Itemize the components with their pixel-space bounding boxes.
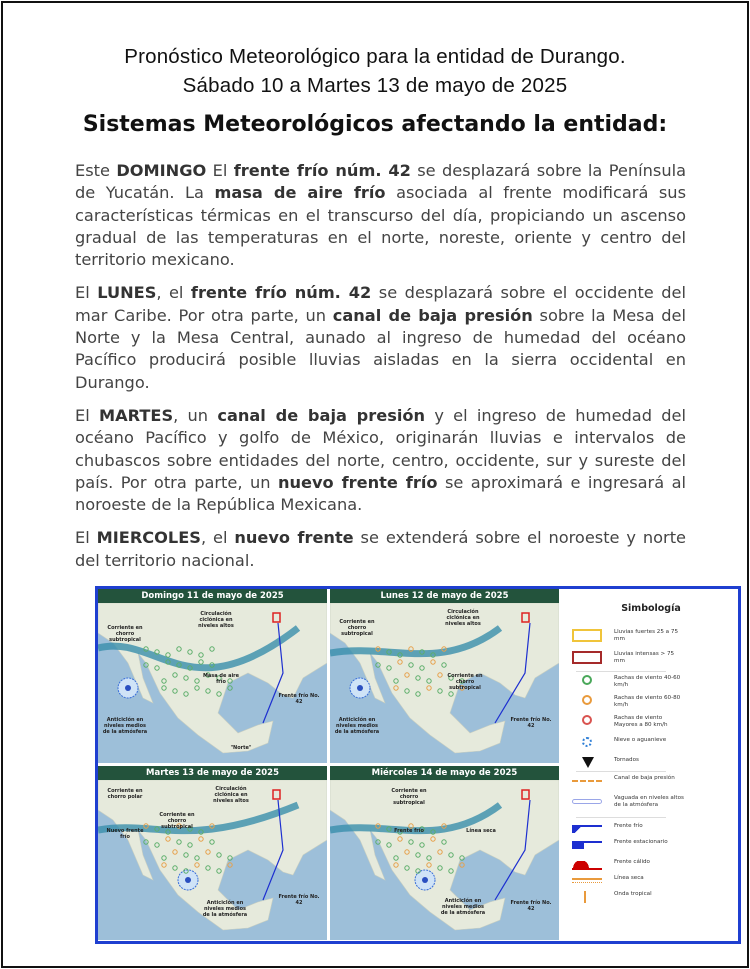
section-heading: Sistemas Meteorológicos afectando la entidad: xyxy=(82,112,668,137)
legend-symbol-icon xyxy=(572,651,606,665)
text-run: y el ingreso de humedad del océano Pacífico y golfo de México, originarán lluvias e intervalos de chubascos sobre entidades del norte, centro, occidente, sur y sureste del país. Por otra parte, un xyxy=(75,405,686,492)
map-label: Anticiclón en niveles medios de la atmósfera xyxy=(202,900,248,918)
text-run: El xyxy=(206,161,234,180)
text-run: El xyxy=(75,283,98,303)
legend-label: Onda tropical xyxy=(614,891,652,897)
legend-symbol-icon xyxy=(572,859,606,873)
text-run: se desplazará sobre el occidente del mar Caribe. Por otra parte, un xyxy=(75,283,686,325)
map-label: Circulación ciclónica en niveles altos xyxy=(445,609,481,627)
legend-symbol-icon xyxy=(572,715,606,729)
legend-label: Tornados xyxy=(614,757,639,763)
map-panel xyxy=(330,766,559,940)
bold-term: DOMINGO xyxy=(116,161,207,180)
text-run: sobre la Mesa del Norte y la Mesa Central, aunado al ingreso de humedad del océano Pacífico producirá posible lluvias aisladas en la sierra occidental en Durango. xyxy=(75,305,686,392)
map-label: Frente frío No. 42 xyxy=(278,894,320,906)
legend-symbol-icon xyxy=(572,629,606,643)
text-run: , el xyxy=(156,283,191,303)
title-line-2: Sábado 10 a Martes 13 de mayo de 2025 xyxy=(182,74,568,97)
legend-item xyxy=(614,775,686,782)
legend-symbol-icon xyxy=(572,823,606,837)
forecast-paragraph xyxy=(75,405,686,516)
bold-term: frente frío núm. 42 xyxy=(190,283,372,303)
legend-symbol-icon xyxy=(572,839,606,853)
legend xyxy=(564,589,738,941)
legend-symbol-icon xyxy=(572,737,606,751)
bold-term: masa de aire frío xyxy=(214,183,386,203)
anticyclone-center xyxy=(185,877,191,883)
map-label: Anticiclón en niveles medios de la atmósfera xyxy=(334,717,380,735)
weather-maps-figure xyxy=(95,586,741,944)
wind-gust-icon xyxy=(460,863,464,867)
report-title xyxy=(0,42,750,100)
text-run: se extenderá sobre el noroeste y norte del territorio nacional. xyxy=(75,528,686,570)
legend-label: Rachas de viento 60-80 km/h xyxy=(614,695,681,708)
map-panel-title: Domingo 11 de mayo de 2025 xyxy=(98,589,327,603)
bold-term: frente frío núm. 42 xyxy=(233,161,411,180)
text-run: El xyxy=(75,528,97,548)
map-label: Nuevo frente frío xyxy=(106,828,144,840)
legend-label: Nieve o aguanieve xyxy=(614,737,667,743)
map-label: Corriente en chorro subtropical xyxy=(159,812,195,830)
map-panel-title: Miércoles 14 de mayo de 2025 xyxy=(330,766,559,780)
map-label: Circulación ciclónica en niveles altos xyxy=(198,611,234,629)
legend-item xyxy=(614,757,686,764)
text-run: asociada al frente modificará sus características térmicas en el transcurso del día, propiciando un ascenso gradual de las temperaturas en el norte, noreste, oriente y centro del territorio mexicano. xyxy=(75,183,687,270)
bold-term: canal de baja presión xyxy=(332,305,533,325)
map-label: Corriente en chorro subtropical xyxy=(447,673,483,691)
legend-item xyxy=(614,651,686,665)
map-panel xyxy=(98,589,327,763)
legend-item xyxy=(614,695,686,709)
legend-label: Frente frío xyxy=(614,823,643,829)
map-label: Línea seca xyxy=(466,828,496,834)
anticyclone-center xyxy=(125,685,131,691)
anticyclone-center xyxy=(422,877,428,883)
legend-symbol-icon xyxy=(572,891,606,905)
forecast-paragraph xyxy=(75,282,686,393)
wind-gust-icon xyxy=(228,863,232,867)
legend-item xyxy=(614,859,686,866)
map-label: Corriente en chorro subtropical xyxy=(391,788,427,806)
legend-label: Vaguada en niveles altos de la atmósfera xyxy=(614,795,684,808)
text-run: El xyxy=(75,405,99,425)
title-line-1: Pronóstico Meteorológico para la entidad de Durango. xyxy=(124,45,626,68)
map-label: Corriente en chorro subtropical xyxy=(339,619,375,637)
map-label: Frente frío No. 42 xyxy=(278,693,320,705)
legend-item xyxy=(614,675,686,689)
legend-label: Lluvias intensas > 75 mm xyxy=(614,651,675,664)
bold-term: nuevo frente xyxy=(234,528,354,548)
wind-gust-icon xyxy=(228,686,232,690)
legend-divider xyxy=(576,671,666,672)
map-panel-title: Martes 13 de mayo de 2025 xyxy=(98,766,327,780)
map-label: Frente frío xyxy=(394,828,424,834)
legend-item xyxy=(614,629,686,643)
bold-term: LUNES xyxy=(97,283,157,303)
map-panel xyxy=(98,766,327,940)
text-run: Este xyxy=(75,161,117,180)
map-label: "Norte" xyxy=(230,745,252,751)
legend-symbol-icon xyxy=(572,775,606,789)
map-label: Frente frío No. 42 xyxy=(510,900,552,912)
legend-label: Canal de baja presión xyxy=(614,775,675,781)
forecast-text xyxy=(75,160,686,583)
legend-item xyxy=(614,839,686,846)
text-run: se aproximará e ingresará al noroeste de la República Mexicana. xyxy=(75,472,687,515)
map-label: Anticiclón en niveles medios de la atmósfera xyxy=(102,717,148,735)
forecast-paragraph xyxy=(75,160,686,271)
bold-term: nuevo frente frío xyxy=(277,472,438,492)
legend-symbol-icon xyxy=(572,675,606,689)
legend-label: Frente estacionario xyxy=(614,839,668,845)
legend-item xyxy=(614,891,686,898)
legend-item xyxy=(614,823,686,830)
legend-symbol-icon xyxy=(572,695,606,709)
legend-divider xyxy=(576,771,666,772)
map-panel xyxy=(330,589,559,763)
map-label: Anticiclón en niveles medios de la atmósfera xyxy=(440,898,486,916)
legend-label: Rachas de viento Mayores a 80 km/h xyxy=(614,715,668,728)
forecast-paragraph xyxy=(75,527,686,572)
legend-label: Línea seca xyxy=(614,875,644,881)
map-label: Corriente en chorro subtropical xyxy=(107,625,143,643)
anticyclone-center xyxy=(357,685,363,691)
bold-term: MIERCOLES xyxy=(96,528,201,548)
legend-item xyxy=(614,795,686,809)
text-run: , el xyxy=(200,528,235,548)
legend-item xyxy=(614,875,686,882)
text-run: se desplazará sobre la Península de Yucatán. La xyxy=(75,161,686,203)
map-label: Circulación ciclónica en niveles altos xyxy=(213,786,249,804)
legend-title: Simbología xyxy=(621,603,681,614)
map-label: Masa de aire frío xyxy=(202,673,240,685)
legend-item xyxy=(614,737,686,744)
legend-item xyxy=(614,715,686,729)
bold-term: MARTES xyxy=(99,405,174,425)
map-label: Frente frío No. 42 xyxy=(510,717,552,729)
legend-label: Rachas de viento 40-60 km/h xyxy=(614,675,681,688)
legend-symbol-icon xyxy=(572,757,606,771)
bold-term: canal de baja presión xyxy=(217,405,426,425)
legend-label: Lluvias fuertes 25 a 75 mm xyxy=(614,629,679,642)
legend-label: Frente cálido xyxy=(614,859,650,865)
text-run: , un xyxy=(173,405,218,425)
map-label: Corriente en chorro polar xyxy=(107,788,143,800)
legend-symbol-icon xyxy=(572,875,606,889)
legend-divider xyxy=(576,817,666,818)
map-panel-title: Lunes 12 de mayo de 2025 xyxy=(330,589,559,603)
legend-symbol-icon xyxy=(572,795,606,809)
